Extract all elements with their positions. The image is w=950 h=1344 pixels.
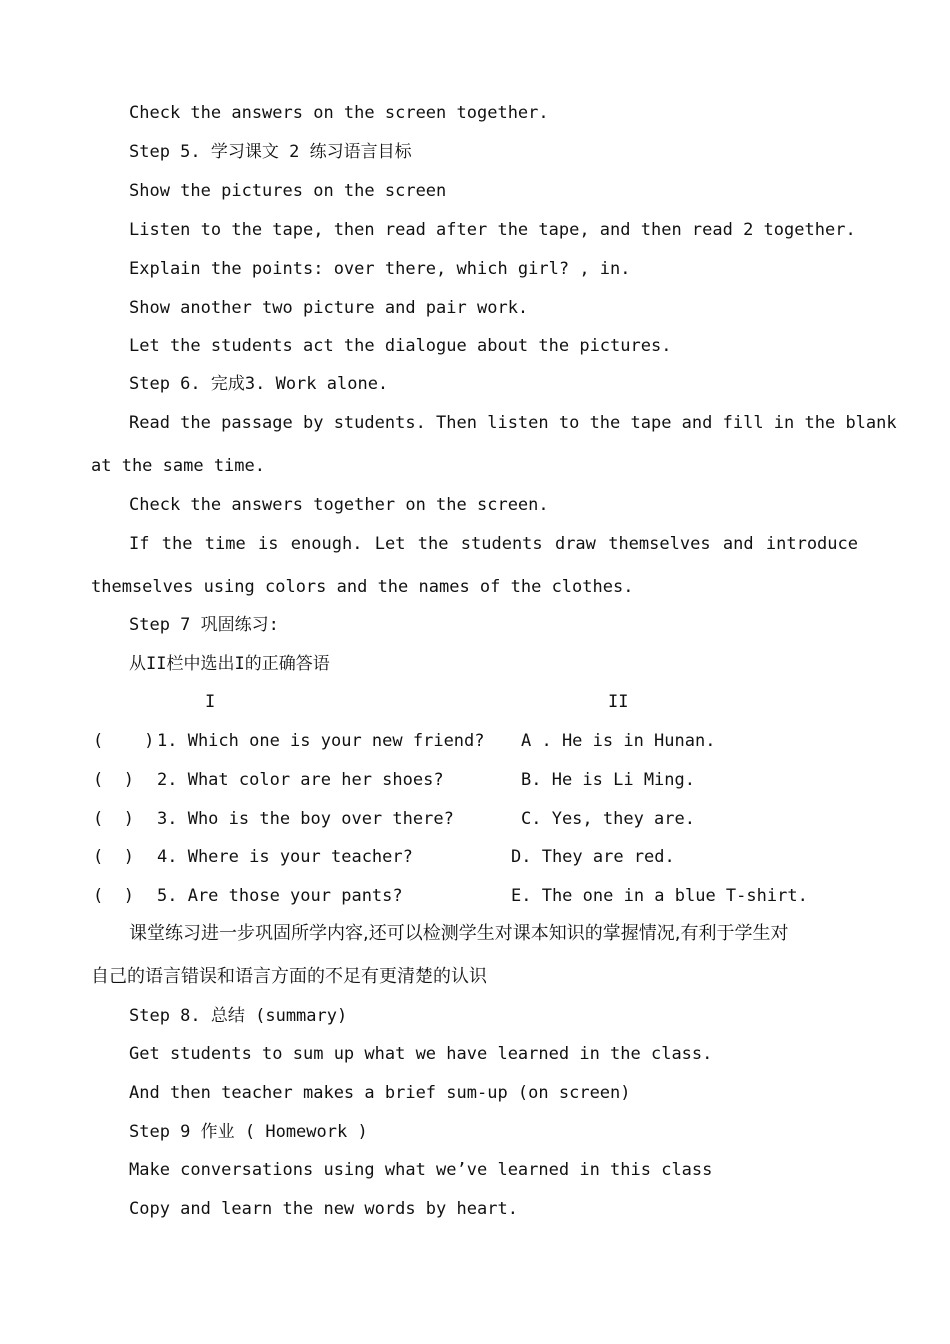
text-line: And then teacher makes a brief sum-up (on screen) [129, 1083, 631, 1103]
question-text: 3. Who is the boy over there? [157, 809, 454, 829]
question-text: 1. Which one is your new friend? [157, 731, 485, 751]
text-line: If the time is enough. Let the students draw themselves and introduce [129, 534, 858, 554]
exercise-row [0, 769, 950, 791]
exercise-row [0, 808, 950, 830]
text-line: Check the answers on the screen together. [129, 103, 549, 123]
text-line: Let the students act the dialogue about the pictures. [129, 336, 672, 356]
step-5-heading: Step 5. 学习课文 2 练习语言目标 [129, 142, 412, 162]
column-header-ii: II [608, 692, 629, 712]
answer-option: E. The one in a blue T-shirt. [511, 886, 808, 906]
text-line: Listen to the tape, then read after the tape, and then read 2 together. [129, 220, 856, 240]
text-line: themselves using colors and the names of the clothes. [91, 577, 634, 597]
text-line: Read the passage by students. Then listen to the tape and fill in the blank [129, 413, 897, 433]
exercise-row [0, 730, 950, 752]
step-9-heading: Step 9 作业 ( Homework ) [129, 1122, 368, 1142]
answer-blank: ( ) [93, 847, 134, 867]
step-7-heading: Step 7 巩固练习: [129, 615, 279, 635]
question-text: 2. What color are her shoes? [157, 770, 444, 790]
text-line: Show another two picture and pair work. [129, 298, 529, 318]
answer-option: D. They are red. [511, 847, 675, 867]
text-line: Show the pictures on the screen [129, 181, 447, 201]
text-line: Get students to sum up what we have learned in the class. [129, 1044, 713, 1064]
answer-option: A . He is in Hunan. [521, 731, 716, 751]
text-line: Copy and learn the new words by heart. [129, 1199, 518, 1219]
text-line: Make conversations using what we’ve learned in this class [129, 1160, 713, 1180]
step-8-heading: Step 8. 总结 (summary) [129, 1006, 348, 1026]
answer-blank: ( ) [93, 886, 134, 906]
question-text: 5. Are those your pants? [157, 886, 403, 906]
answer-option: B. He is Li Ming. [521, 770, 695, 790]
answer-blank: ( ) [93, 770, 134, 790]
text-line: Check the answers together on the screen. [129, 495, 549, 515]
commentary-line: 课堂练习进一步巩固所学内容,还可以检测学生对课本知识的掌握情况,有利于学生对 [129, 923, 789, 944]
text-line: at the same time. [91, 456, 265, 476]
exercise-row [0, 846, 950, 868]
text-line: Explain the points: over there, which girl? , in. [129, 259, 631, 279]
exercise-row [0, 885, 950, 907]
answer-option: C. Yes, they are. [521, 809, 695, 829]
answer-blank: ( ) [93, 809, 134, 829]
commentary-line: 自己的语言错误和语言方面的不足有更清楚的认识 [91, 966, 487, 987]
column-header-i: I [205, 692, 216, 712]
answer-blank: ( ) [93, 731, 155, 751]
question-text: 4. Where is your teacher? [157, 847, 413, 867]
exercise-instruction: 从II栏中选出I的正确答语 [129, 654, 330, 674]
step-6-heading: Step 6. 完成3. Work alone. [129, 374, 389, 394]
